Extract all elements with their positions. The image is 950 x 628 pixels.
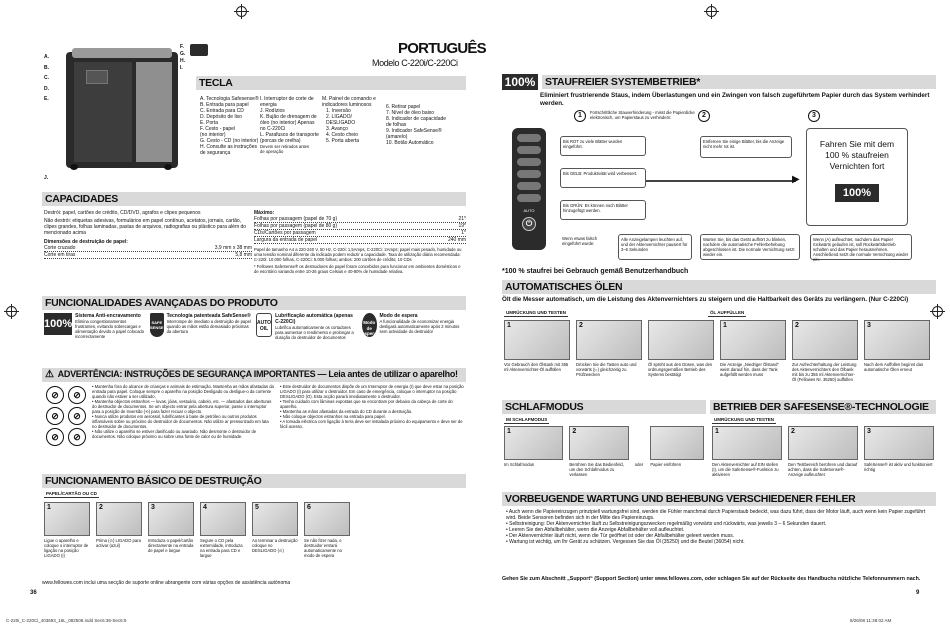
maintenance-item: • Der Aktenvernichter läuft nicht, wenn die Tür geöffnet ist oder der Abfallbehälter geleert werden muss. <box>506 533 934 539</box>
child-warning-icon: ⊘ <box>46 386 64 404</box>
warning-item: • Mantenha as mãos afastadas da entrada do CD durante a destruição. <box>280 409 466 414</box>
feature-text: Lubrifica automaticamente os cortadores para aumentar o rendimento e prolongar a duração do destruidor de documentos <box>275 325 354 341</box>
model-name: Modelo C-220i/C-220Ci <box>372 58 458 68</box>
step-3-circle: 3 <box>808 110 820 122</box>
safesense-shield-icon: SAFE SENSE <box>150 313 164 337</box>
step-text: Papier einführen <box>650 462 682 467</box>
step-2-circle: 2 <box>698 110 710 122</box>
shredder-illustration <box>56 48 184 172</box>
feature-title: Sistema Anti-encravamento <box>75 313 141 319</box>
light-red-box: Bis ROT zu viele Blätter wurden eingeführt. <box>560 136 646 156</box>
basic-step <box>44 502 90 558</box>
key-item: 10. Botão Automático <box>386 140 434 146</box>
safe-tab: UMRÜCKUNG UND TESTEN <box>714 417 774 422</box>
key-item: de operação <box>260 149 284 155</box>
led-indicator <box>517 146 541 154</box>
basic-step <box>96 502 142 558</box>
step-number: 2 <box>572 428 577 435</box>
step-number: 3 <box>867 322 871 329</box>
key-item: de segurança <box>200 150 231 156</box>
letter-label: D. <box>44 85 49 92</box>
letter-label: C. <box>44 75 49 81</box>
maintenance-footer: Gehen Sie zum Abschnitt „Support“ (Support Section) unter www.fellowes.com, oder schlagen Sie auf der Rückseite des Handbuchs nützliche Telefonnummern nach. <box>502 576 921 582</box>
key-item: A. Tecnologia Safesense® <box>200 96 259 102</box>
warning-item: • Não utilize o aparelho se estiver danificado ou avariado. Não desmonte o destruidor de documentos. Não coloque próximo ou sobre uma fonte de calor ou de humidade. <box>92 429 274 439</box>
warning-item: • Mantenha fora do alcance de crianças e animais de estimação. Mantenha as mãos afastadas da entrada para papel. Coloque sempre o aparelho na posição Desligado ou desligue-o da corrente quando não estiver a ser utilizado. <box>92 384 274 399</box>
funcionalidades-header: FUNCIONALIDADES AVANÇADAS DO PRODUTO <box>42 296 466 310</box>
features-row <box>44 313 464 365</box>
step-number: 2 <box>99 504 103 511</box>
capacity-destroys: Destrói: papel, cartões de crédito, CD/DVD, agrafos e clipes pequenos <box>44 210 201 216</box>
max-label: Folhas por passagem (papel de 70 g) <box>254 216 338 222</box>
light-yellow-box: Bis GELB: Produktivität wird verbessert. <box>560 168 646 188</box>
staufreier-title: STAUFREIER SYSTEMBETRIEB* <box>542 75 936 89</box>
letter-label: E. <box>44 96 49 102</box>
safesense-header: BETRIEB DER SAFESENSE®-TECHNOLOGIE <box>710 400 936 414</box>
power-button-icon: ⏻ <box>522 217 536 231</box>
max-value: 240 mm <box>447 237 466 243</box>
letter-label: J. <box>44 174 49 181</box>
key-item: de folhas <box>386 122 407 128</box>
aerosol-warning-icon: ⊘ <box>46 428 64 446</box>
staufreier-footnote: *100 % staufrei bei Gebrauch gemäß Benutzerhandbuch <box>502 268 689 275</box>
key-item: I. Interruptor de corte de <box>260 96 314 102</box>
auto-oil-icon: AUTO OIL <box>256 313 272 337</box>
schlaf-steps <box>504 426 704 477</box>
feature-anti-jam <box>44 313 146 365</box>
step-text: Nach dem Auffüllen beginnt das automatische Ölen erneut <box>864 362 924 373</box>
step-2-box: Entfernen Sie einige Blätter, bis die Anzeige nicht mehr rot ist. <box>700 136 792 158</box>
step-text: Im Schlafmodus <box>504 462 535 467</box>
note-all-lights: Alle Anzeigelampen leuchten auf, und der Aktenvernichter pausiert für 3–6 Sekunden <box>618 234 692 260</box>
safe-step <box>712 426 782 477</box>
schlafmodus-header: SCHLAFMODUS <box>502 400 706 414</box>
safety-icons <box>46 386 68 449</box>
step-text: Ligue o aparelho e coloque o interruptor de ligação na posição LIGADO (I) <box>44 538 89 559</box>
key-item: 8. Indicador de capacidade <box>386 116 447 122</box>
control-panel <box>512 128 546 250</box>
feature-sleep-mode <box>362 313 464 365</box>
cut-size-row <box>44 252 252 259</box>
step-text: Den Aktenvernichter auf EIN stellen (I), um die SafeSense®-Funktion zu aktivieren <box>712 462 779 478</box>
warnings-col-2 <box>280 384 466 429</box>
maintenance-item: • Leeren Sie den Abfallbehälter, wenn die Anzeige Abfallbehälter voll aufleuchtet. <box>506 527 934 533</box>
staufreier-subtitle: Eliminiert frustrierende Staus, indem Überlastungen und ein Zwingen von falsch zugeführtem Papier durch das System verhindert werden. <box>540 92 930 107</box>
led-indicator <box>517 158 541 166</box>
warning-item: • Este destruidor de documentos dispõe de um Interruptor de energia (I) que deve estar na posição LIGADO (I) para utilizar o destruidor. Em caso de emergência, coloque o interruptor na posição DESLIGADO (O). Esta acção parará imediatamente o destruidor. <box>280 384 466 399</box>
key-item: (amarelo) <box>386 134 408 140</box>
cut-size-row <box>44 245 252 252</box>
key-item: G. Cesto - CD (no interior) <box>200 138 259 144</box>
oil-header: AUTOMATISCHES ÖLEN <box>502 280 936 294</box>
oil-step <box>504 320 570 382</box>
warning-triangle-icon: ⚠ <box>45 368 54 380</box>
note-misfeed: Wenn etwas falsch eingeführt wurde: <box>562 236 598 247</box>
step-text: Zur Aufrechterhaltung der Leistung des Aktenvernichters den Ölbank mit bis zu 355 ml Aktenvernichter-Öl (Fellowes Nr. 35250) auffüllen <box>792 362 857 383</box>
safe-step <box>864 426 934 477</box>
letter-label: A. <box>44 54 49 60</box>
warning-item: • A tomada eléctrica com ligação à terra deve ser instalada próximo do equipamento e deve ser de fácil acesso. <box>280 419 466 429</box>
safety-icons-2 <box>68 386 90 449</box>
letter-label: F. <box>180 44 184 50</box>
warning-header <box>42 368 466 382</box>
feature-title: Lubrificação automática (apenas C-220Ci) <box>275 313 353 325</box>
warnings-col-1 <box>92 384 274 439</box>
jam-proof-badge-icon: 100% <box>502 74 538 90</box>
oil-step <box>648 320 714 382</box>
oil-step <box>792 320 858 382</box>
step-text: Introduza o papel/cartão directamente na entrada de papel e largue <box>148 538 194 554</box>
feature-safesense <box>150 313 252 365</box>
basic-tab: PAPEL/CARTÃO OU CD <box>46 491 97 496</box>
cut-value: 5,8 mm <box>235 252 252 258</box>
step-text: Segure o CD pela extremidade, introduza na entrada para CD e largue <box>200 538 243 559</box>
sleep-step <box>650 426 704 477</box>
step-text: Öl sprüht aus den Düsen, was den ordnungsgemäßen Betrieb des Systems bestätigt <box>648 362 713 378</box>
oil-tab-refill: ÖL AUFFÜLLEN <box>710 310 745 315</box>
key-item: 7. Nível de óleo baixo <box>386 110 435 116</box>
key-item: (porcas de orelha) <box>260 138 301 144</box>
basic-step <box>304 502 350 558</box>
key-item: J. Rodízios <box>260 108 285 114</box>
keys-list-3 <box>322 96 386 144</box>
step-text: Die Anzeige „Niedriger Ölstand“ weist darauf hin, dass der Tank aufgefüllt werden muss <box>720 362 779 378</box>
step-number: 1 <box>507 322 511 329</box>
warning-item: • Não coloque objectos estranhos na entrada para papel. <box>280 414 466 419</box>
feature-auto-oil <box>256 313 358 365</box>
key-item: óleo (no interior) Apenas <box>260 120 315 126</box>
jam-proof-badge-icon: 100% <box>835 184 879 202</box>
max-value: 21* <box>458 216 466 222</box>
maintenance-header: VORBEUGENDE WARTUNG UND BEHEBUNG VERSCHIEDENER FEHLER <box>502 492 936 506</box>
keys-list-1 <box>200 96 260 156</box>
step-text: SafeSense® ist aktiv und funktioniert richtig <box>864 462 933 473</box>
capacidades-header: CAPACIDADES <box>42 192 466 206</box>
cut-size-title: Dimensões de destruição de papel: <box>44 239 128 245</box>
basic-steps <box>44 502 354 558</box>
step-text: Vor Gebrauch den Ölstank mit 355 ml Aktenvernichter-Öl auffüllen <box>504 362 569 373</box>
feature-title: Tecnologia patenteada SafeSense® <box>166 313 251 319</box>
step-text: Se não fizer nada, o destruidor entrará automaticamente no modo de espera <box>304 538 342 559</box>
oil-step <box>720 320 786 382</box>
light-green-box: Bis GRÜN: Es können noch Blätter hinzugefügt werden. <box>560 200 646 220</box>
key-item: 4. Cesto cheio <box>326 132 358 138</box>
letter-label: H. <box>180 58 185 64</box>
feature-text: A funcionalidade de economizar energia desligará automaticamente após 2 minutos sem actividade do destruidor <box>379 319 460 335</box>
warning-item: • Mantenha objectos estranhos — luvas, jóias, vestuário, cabelo, etc. — afastados das aberturas do destruidor de documentos. Se um objecto entrar pela abertura superior, passe o interruptor para a posição de Inversão (⟲) para fazer recuar o objecto. <box>92 399 274 414</box>
max-row <box>254 216 466 223</box>
feature-text: Interrompe de imediato a destruição de papel quando as mãos estão demasiado próximas da abertura <box>166 319 251 335</box>
step-3-text: Fahren Sie mit dem 100 % staufreien Vernichten fort <box>819 139 895 172</box>
arrow-head-icon: ▶ <box>792 174 800 185</box>
keys-list-2 <box>260 96 322 154</box>
safe-step <box>788 426 858 477</box>
print-slug-right: 8/26/08 11:38:02 AM <box>850 618 892 623</box>
tie-warning-icon: ⊘ <box>68 407 86 425</box>
step-text: Den Testbereich berühren und darauf achten, dass die SafeSense®-Anzeige aufleuchtet <box>788 462 858 478</box>
safe-steps <box>712 426 934 477</box>
maintenance-item: • Auch wenn die Papiereinzugen prinzipiell wartungsfrei sind, werden die Fühler manchmal durch Papierstaub bedeckt, was dazu führt, dass der Motor läuft, auch wenn kein Papier zugeführt wird. Beide Sensoren befinden sich in der Mitte des Papiereinzugs. <box>506 509 934 521</box>
max-label: Folhas por passagem (papel de 80 g) <box>254 223 338 229</box>
step-number: 1 <box>47 504 51 511</box>
step-number: 3 <box>867 428 871 435</box>
maintenance-list <box>506 509 934 545</box>
sleep-step <box>569 426 628 477</box>
step-text: Drücken Sie die Tasten auto und vorwärts (▷) gleichzeitig zu Prüfzwecken <box>576 362 637 378</box>
max-note: Papel de tamanho A4 a 220-240 V, 50 Hz, C-220i: 1,5Amps, C-220Ci: 2Amps; papel mais pesado, humidade ou uma tensão nominal diferente da indicada podem reduzir a capacidade. Taxa de utilização diária recomendada: C-220i: 10.000 folhas, C-220Ci: 5.000 folhas; ambos: 200 cartões de crédito; 10 CDs <box>254 247 462 263</box>
led-indicator <box>517 170 541 178</box>
cut-label: Corte em tiras <box>44 252 76 258</box>
max-value: 19* <box>458 223 466 229</box>
led-indicator <box>517 134 541 142</box>
led-indicator <box>517 194 541 202</box>
registration-mark-icon <box>932 306 943 317</box>
step-1-circle: 1 <box>574 110 586 122</box>
key-item: DESLIGADO <box>326 120 356 126</box>
note-wait: Warten Sie, bis das Gerät aufhört zu blinken, nachdem die automatische Fehlerbehebung abgeschlossen ist. Die normale Vernichtung setzt wieder ein. <box>700 234 800 260</box>
arrow-line <box>646 180 796 182</box>
oil-steps <box>504 320 936 382</box>
sleep-step <box>504 426 563 477</box>
feature-title: Modo de espera <box>379 313 418 319</box>
key-item: indicadores luminosos <box>322 102 372 108</box>
registration-mark-icon <box>706 6 717 17</box>
left-page-number: 36 <box>30 590 37 596</box>
basic-step <box>148 502 194 558</box>
left-footer: www.fellowes.com inclui uma secção de suporte online abrangente com várias opções de assistência autónoma <box>42 580 291 586</box>
key-item: D. Depósito de lixo <box>200 114 242 120</box>
step-number: 4 <box>203 504 207 511</box>
step-number: 1 <box>723 322 727 329</box>
key-item: H. Consulte as instruções <box>200 144 257 150</box>
maintenance-item: • Selbstreinigung: Der Aktenvernichter läuft zu Selbstreinigungszwecken regelmäßig vorwärts und rückwärts, was jeweils 3 – 6 Sekunden dauert. <box>506 521 934 527</box>
key-item: E. Porta <box>200 120 219 126</box>
key-item: 6. Retirar papel <box>386 104 421 110</box>
key-item: B. Entrada para papel <box>200 102 249 108</box>
registration-mark-icon <box>6 306 17 317</box>
step-number: 1 <box>507 428 511 435</box>
letter-label: I. <box>180 65 183 71</box>
cut-label: Corte cruzado <box>44 245 76 251</box>
step-text: Ao terminar a destruição coloque no DESLIGADO (⊙) <box>252 538 298 554</box>
max-label: Largura da entrada de papel <box>254 237 318 243</box>
key-item: C. Entrada para CD <box>200 108 244 114</box>
step-1-text: Fortschrittliche Stauverhinderung - misst die Papierdicke elektronisch, um Papierstaus zu verhindern: <box>590 110 695 121</box>
key-item: 3. Avanço <box>326 126 348 132</box>
note-reverse: Wenn (A) aufleuchtet, nachdem das Papier rückwärts gelaufen ist, soll Rückwärtsbetrieb schalten und das Papier herausnehmen. Anschließend setzt die normale Vernichtung wieder ein. <box>810 234 912 260</box>
maximum-specs <box>254 210 466 274</box>
step-number: 2 <box>579 322 583 329</box>
warning-item: • Nunca utilize produtos em aerossol, lubrificantes à base de petróleo ou outros produtos inflamáveis sobre ou próximo do destruidor de documentos. Não utilize ar pressurizado em lata no destruidor de documentos. <box>92 414 274 429</box>
schlaf-tab: IM SCHLAFMODUS <box>506 417 548 422</box>
letter-label: G. <box>180 51 186 57</box>
basic-step <box>252 502 298 558</box>
max-row <box>254 230 466 237</box>
keys-list-4 <box>386 104 466 146</box>
step-number: 5 <box>255 504 259 511</box>
shredder-letters-left <box>44 52 49 183</box>
max-note-2: * Fellowes SafeSense® os destruidores de papel foram concebidos para funcionar em ambientes domésticos e de escritório variando entre 10-26 graus Celsius e 40-80% de humidade relativa. <box>254 264 461 275</box>
key-item: K. Bujão de drenagem de <box>260 114 317 120</box>
jam-proof-badge-icon: 100% <box>44 313 72 335</box>
staufreier-header <box>502 74 936 90</box>
key-item: F. Cesto - papel <box>200 126 236 132</box>
oil-tab-test: UMRÜCKUNG UND TESTEN <box>506 310 566 315</box>
key-item: 5. Porta aberta <box>326 138 360 144</box>
step-number: 2 <box>791 428 795 435</box>
basic-step <box>200 502 246 558</box>
registration-mark-icon <box>236 6 247 17</box>
print-slug-left: C-220i_C-220Ci_403693_16L_082508.indd Sec6:36-Sec6:9 <box>6 618 127 623</box>
basic-operation-header: FUNCIONAMENTO BÁSICO DE DESTRUIÇÃO <box>42 474 466 488</box>
auto-label: AUTO <box>523 208 535 213</box>
right-page-number: 9 <box>916 590 920 596</box>
oil-step <box>864 320 930 382</box>
key-item: (no interior) <box>200 132 226 138</box>
step-text: Berühren Sie das Bedienfeld, um den Schlafmodus zu verlassen <box>569 462 624 478</box>
hand-warning-icon: ⊘ <box>68 386 86 404</box>
step-text: Prima (⊙) LIGADO para activar (azul) <box>96 538 141 549</box>
step-number: 1 <box>715 428 719 435</box>
key-item: 9. Indicador SafeSense® <box>386 128 442 134</box>
language-title: PORTUGUÊS <box>398 40 486 57</box>
step-number: 2 <box>795 322 799 329</box>
step-3-box <box>806 128 908 226</box>
max-row <box>254 223 466 230</box>
key-item: M. Painel de comando e <box>322 96 376 102</box>
jewelry-warning-icon: ⊘ <box>68 428 86 446</box>
or-label: oder <box>634 462 644 467</box>
tecla-header: TECLA <box>196 76 466 90</box>
capacity-text <box>44 210 252 259</box>
feature-text: Elimina congestionamentos frustrantes, evitando sobrecargas e alimentação devido a papel colocado incorrectamente <box>75 319 145 340</box>
warning-item: • Tenha cuidado com lâminas expostas que se encontram por debaixo da cabeça de corte do aparelho. <box>280 399 466 409</box>
control-panel-thumbnail <box>190 44 208 56</box>
letter-label: B. <box>44 64 49 71</box>
cut-value: 3,9 mm x 38 mm <box>214 245 252 251</box>
key-item: no C-220Ci <box>260 126 286 132</box>
sleep-mode-badge-icon: Modo de espera <box>362 313 377 337</box>
key-item: 1. Inversão <box>326 108 351 114</box>
max-row <box>254 237 466 244</box>
step-number: 3 <box>151 504 155 511</box>
capacity-not-destroys: Não destrói: etiquetas adesivas, formulários em papel contínuo, acetatos, jornais, cartão, clipes grandes, folhas laminadas, pastas de arquivos, radiografias ou plástico para além do mencionado acima <box>44 218 247 236</box>
key-item: 2. LIGADO/ <box>326 114 352 120</box>
oil-subtitle: Ölt die Messer automatisch, um die Leistung des Aktenvernichters zu steigern und die Haltbarkeit des Geräts zu verlängern. (Nur C-220Ci) <box>502 296 909 303</box>
key-item: energia <box>260 102 277 108</box>
max-value: 1* <box>461 230 466 236</box>
max-label: CDs/Cartões por passagem <box>254 230 316 236</box>
hair-warning-icon: ⊘ <box>46 407 64 425</box>
step-number: 6 <box>307 504 311 511</box>
key-item: Devem ser retirados antes <box>260 144 310 149</box>
led-indicator <box>517 182 541 190</box>
maintenance-item: • Wartung ist wichtig, um Ihr Gerät zu schützen. Vergessen Sie das Öl (35250) und die Beutel (36054) nicht. <box>506 539 934 545</box>
oil-step <box>576 320 642 382</box>
max-title: Máximo: <box>254 210 275 216</box>
shredder-letters-right <box>180 44 185 72</box>
key-item: L. Parafusos de transporte <box>260 132 319 138</box>
warning-title: ADVERTÊNCIA: INSTRUÇÕES DE SEGURANÇA IMPORTANTES — Leia antes de utilizar o aparelho! <box>57 369 458 380</box>
